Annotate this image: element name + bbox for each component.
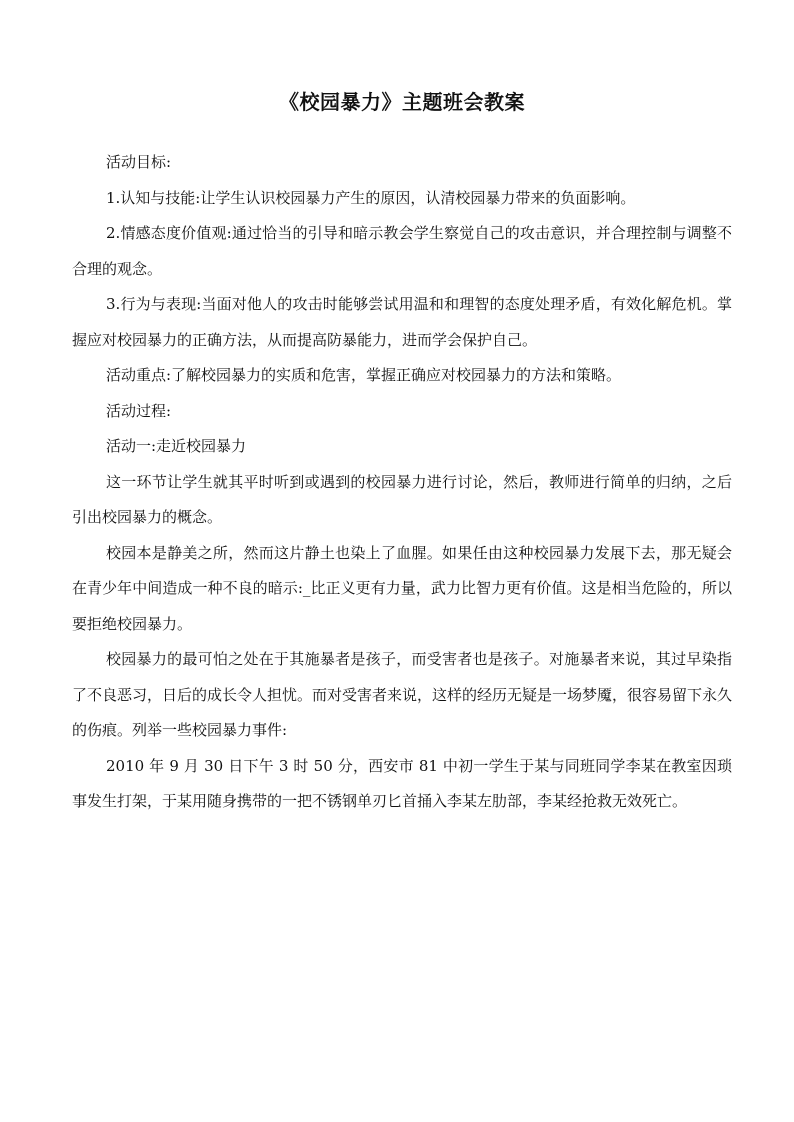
paragraph-goal-2: 2.情感态度价值观:通过恰当的引导和暗示教会学生察觉自己的攻击意识，并合理控制与调整不合理的观念。 [72, 224, 732, 278]
paragraph-campus-warning: 校园本是静美之所，然而这片静土也染上了血腥。如果任由这种校园暴力发展下去，那无疑会在青少年中间造成一种不良的暗示:_比正义更有力量，武力比智力更有价值。这是相当危险的，所以要拒绝校园暴力。 [72, 543, 732, 633]
paragraph-goal-1: 1.认知与技能:让学生认识校园暴力产生的原因，认清校园暴力带来的负面影响。 [106, 188, 636, 207]
paragraph-activity-goals: 活动目标: [106, 153, 172, 171]
paragraph-activity-one: 活动一:走近校园暴力 [106, 437, 247, 455]
paragraph-case-example: 2010 年 9 月 30 日下午 3 时 50 分，西安市 81 中初一学生于某与同班同学李某在教室因琐事发生打架，于某用随身携带的一把不锈钢单刃匕首捅入李某左肋部，李某经抢救无效死亡。 [72, 756, 732, 810]
document-title: 《校园暴力》主题班会教案 [279, 90, 525, 114]
paragraph-activity-process: 活动过程: [106, 401, 172, 420]
paragraph-discussion: 这一环节让学生就其平时听到或遇到的校园暴力进行讨论，然后，教师进行简单的归纳，之后引出校园暴力的概念。 [72, 472, 732, 526]
paragraph-violence-harm: 校园暴力的最可怕之处在于其施暴者是孩子，而受害者也是孩子。对施暴者来说，其过早染指了不良恶习，日后的成长令人担忧。而对受害者来说，这样的经历无疑是一场梦魇，很容易留下永久的伤痕。列举一些校园暴力事件: [72, 650, 733, 739]
paragraph-activity-focus: 活动重点:了解校园暴力的实质和危害，掌握正确应对校园暴力的方法和策略。 [106, 366, 622, 384]
document-body [72, 86, 732, 820]
paragraph-goal-3: 3.行为与表现:当面对他人的攻击时能够尝试用温和和理智的态度处理矛盾，有效化解危机。掌握应对校园暴力的正确方法，从而提高防暴能力，进而学会保护自己。 [72, 295, 732, 349]
